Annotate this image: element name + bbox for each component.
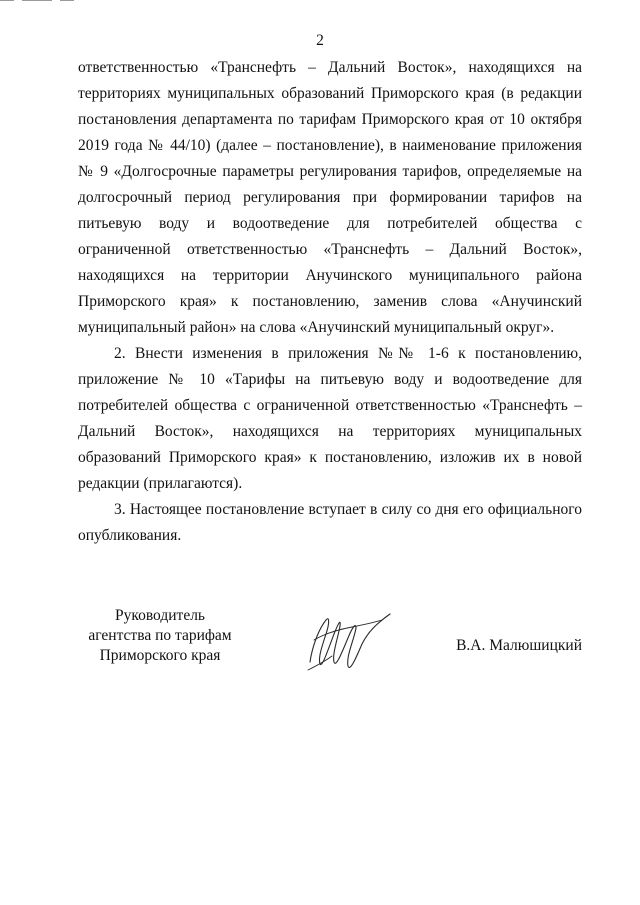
signatory-position-line: агентства по тарифам	[88, 627, 232, 644]
signatory-position-line: Приморского края	[99, 647, 221, 664]
handwritten-signature	[296, 600, 396, 680]
scan-edge-mark	[22, 0, 52, 1]
signatory-position-line: Руководитель	[114, 607, 206, 624]
page-number: 2	[316, 32, 324, 49]
paragraph-item-3: 3. Настоящее постановление вступает в силу со дня его официального опубликования.	[78, 501, 582, 544]
paragraph-continuation: ответственностью «Транснефть – Дальний Восток», находящихся на территориях муниципальных образований Приморского края (в редакции постановления департамента по тарифам Приморского края от 10 октября 2019 года № 44/10) (далее – постановление), в наименование приложения № 9 «Долгосрочные параметры регулирования тарифов, определяемые на долгосрочный период регулирования при формировании тарифов на питьевую воду и водоотведение для потребителей общества с ограниченной ответственностью «Транснефть – Дальний Восток», находящихся на территории Анучинского муниципального района Приморского края» к постановлению, заменив слова «Анучинский муниципальный район» на слова «Анучинский муниципальный округ».	[78, 59, 582, 336]
scan-edge-mark	[0, 0, 14, 1]
document-body	[78, 55, 582, 549]
signer-name: В.А. Малюшицкий	[456, 637, 582, 654]
paragraph-item-2: 2. Внести изменения в приложения №№ 1-6 к постановлению, приложение № 10 «Тарифы на питьевую воду и водоотведение для потребителей общества с ограниченной ответственностью «Транснефть – Дальний Восток», находящихся на территориях муниципальных образований Приморского края» к постановлению, изложив их в новой редакции (прилагаются).	[78, 345, 582, 492]
scan-edge-mark	[60, 0, 74, 1]
signatory-position	[70, 606, 250, 666]
